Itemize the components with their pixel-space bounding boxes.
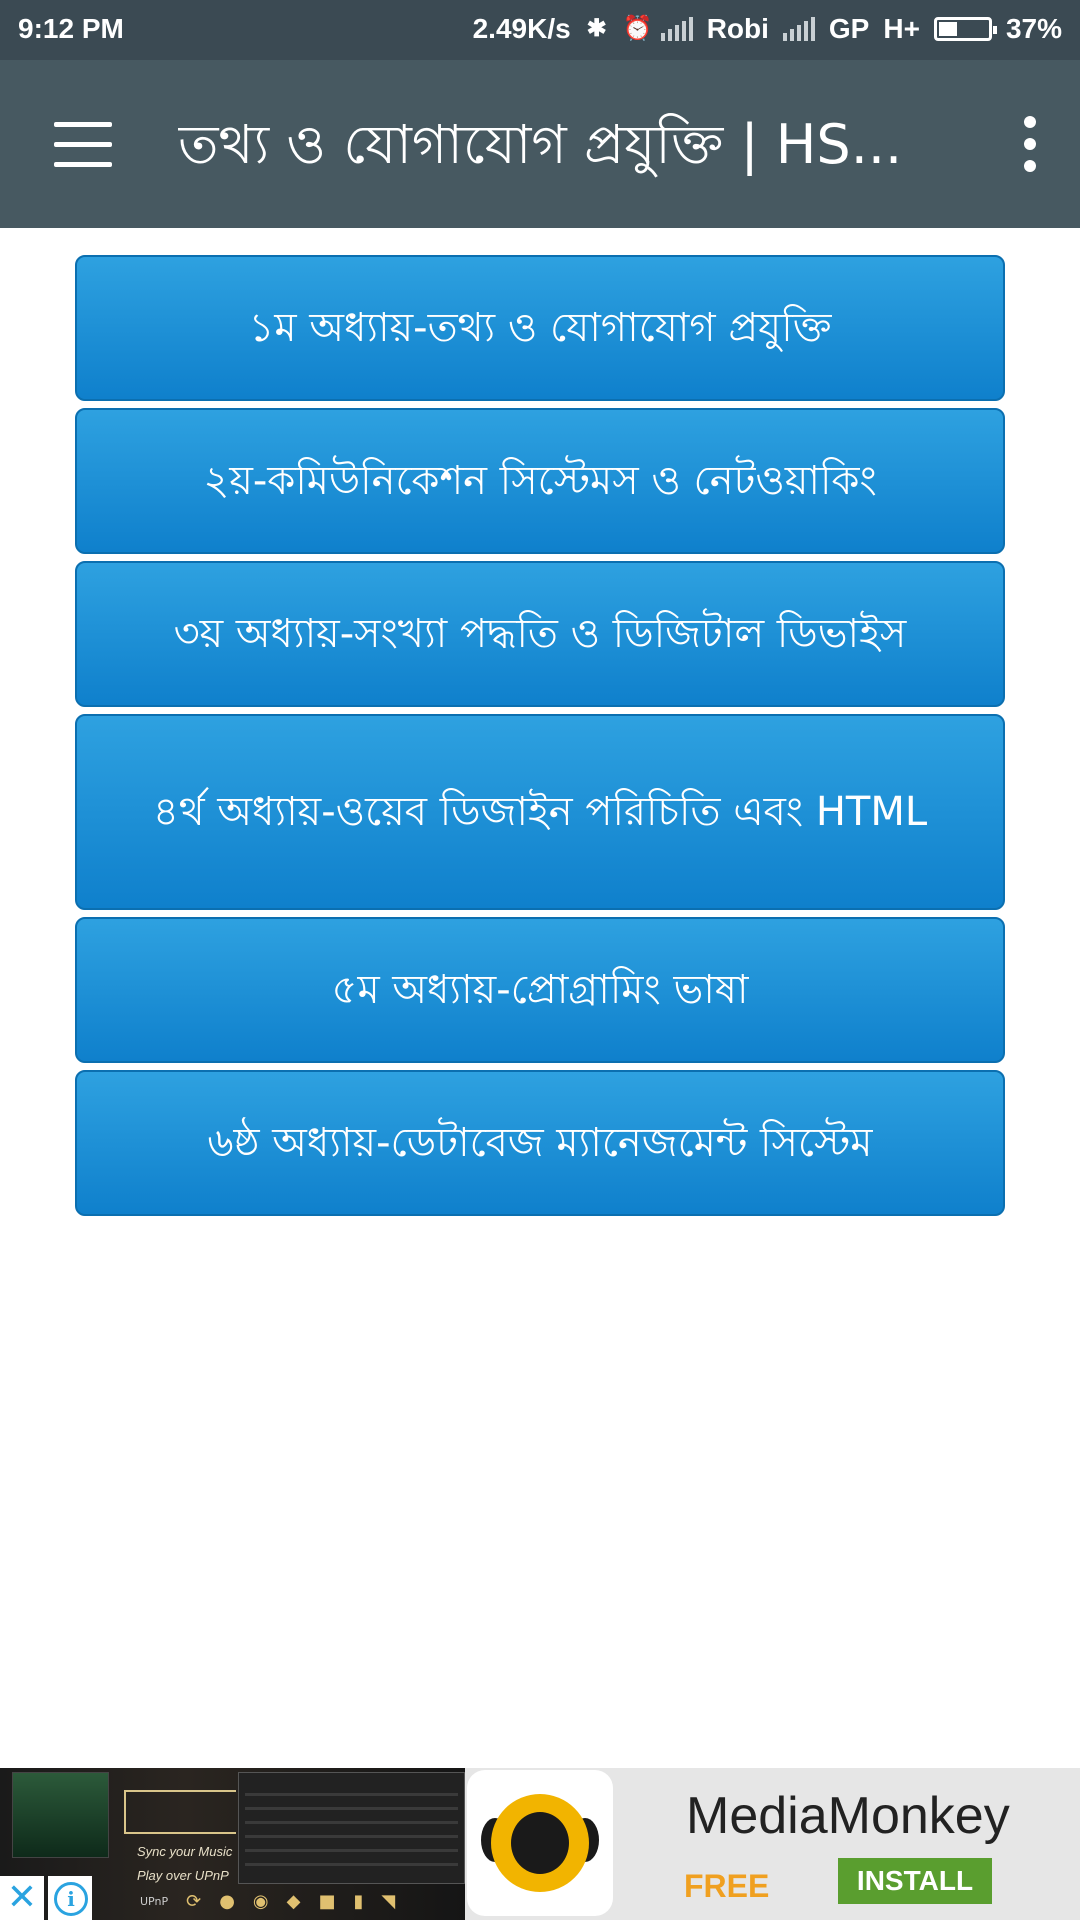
network-speed: 2.49K/s xyxy=(472,13,571,44)
signal-icon xyxy=(661,17,693,41)
tag-icon: ◆ xyxy=(286,1890,301,1912)
rss-icon: ◥ xyxy=(381,1890,396,1912)
status-bar xyxy=(0,0,1080,60)
sync-icon: ⟳ xyxy=(186,1890,202,1912)
bluetooth-icon: ✱ xyxy=(586,15,607,42)
chapter-list xyxy=(75,255,1005,1223)
book-icon: ▮ xyxy=(353,1890,364,1912)
hamburger-menu-icon[interactable] xyxy=(54,122,112,166)
ad-player-panel xyxy=(238,1772,465,1884)
overflow-menu-icon[interactable] xyxy=(1010,116,1050,172)
ad-info-icon[interactable] xyxy=(48,1876,92,1920)
ad-banner[interactable] xyxy=(0,1768,1080,1920)
ad-app-title[interactable]: MediaMonkey xyxy=(686,1787,1010,1845)
carrier-robi: Robi xyxy=(706,13,769,44)
ad-player-toolbar xyxy=(140,1886,460,1916)
user-icon: ● xyxy=(219,1890,235,1912)
chapter-button-3[interactable]: ৩য় অধ্যায়-সংখ্যা পদ্ধতি ও ডিজিটাল ডিভাইস xyxy=(75,561,1005,707)
status-right-group xyxy=(473,13,1062,45)
chapter-button-2[interactable]: ২য়-কমিউনিকেশন সিস্টেমস ও নেটওয়াকিং xyxy=(75,408,1005,554)
carrier-gp: GP xyxy=(828,13,870,44)
battery-icon xyxy=(934,17,992,41)
chapter-button-5[interactable]: ৫ম অধ্যায়-প্রোগ্রামিং ভাষা xyxy=(75,917,1005,1063)
mediamonkey-logo[interactable] xyxy=(467,1770,613,1916)
video-icon: ■ xyxy=(318,1890,336,1912)
alarm-icon: ⏰ xyxy=(622,15,653,42)
signal-icon xyxy=(783,17,815,41)
ad-screenshot-caption: Play over UPnP xyxy=(137,1868,229,1883)
network-type: H+ xyxy=(883,13,920,44)
chapter-button-4[interactable]: ৪র্থ অধ্যায়-ওয়েব ডিজাইন পরিচিতি এবং HTML xyxy=(75,714,1005,910)
battery-percent: 37% xyxy=(1005,13,1062,44)
disc-icon: ◉ xyxy=(252,1890,269,1912)
toolbar-title: তথ্য ও যোগাযোগ প্রযুক্তি | HS... xyxy=(178,113,903,176)
status-time: 9:12 PM xyxy=(18,13,124,44)
ad-arrow-graphic xyxy=(124,1790,236,1834)
ad-info-glyph: i xyxy=(54,1882,88,1916)
battery-fill xyxy=(939,22,957,36)
ad-screenshot-caption: Sync your Music xyxy=(137,1844,233,1859)
ad-album-thumbnail xyxy=(12,1772,109,1858)
chapter-button-6[interactable]: ৬ষ্ঠ অধ্যায়-ডেটাবেজ ম্যানেজমেন্ট সিস্টেম xyxy=(75,1070,1005,1216)
ad-close-icon[interactable]: ✕ xyxy=(0,1876,44,1920)
ad-price-label: FREE xyxy=(684,1868,770,1904)
app-toolbar xyxy=(0,60,1080,228)
chapter-button-1[interactable]: ১ম অধ্যায়-তথ্য ও যোগাযোগ প্রযুক্তি xyxy=(75,255,1005,401)
ad-install-button[interactable]: INSTALL xyxy=(838,1858,992,1904)
ad-upnp-label: UPnP xyxy=(140,1894,169,1908)
